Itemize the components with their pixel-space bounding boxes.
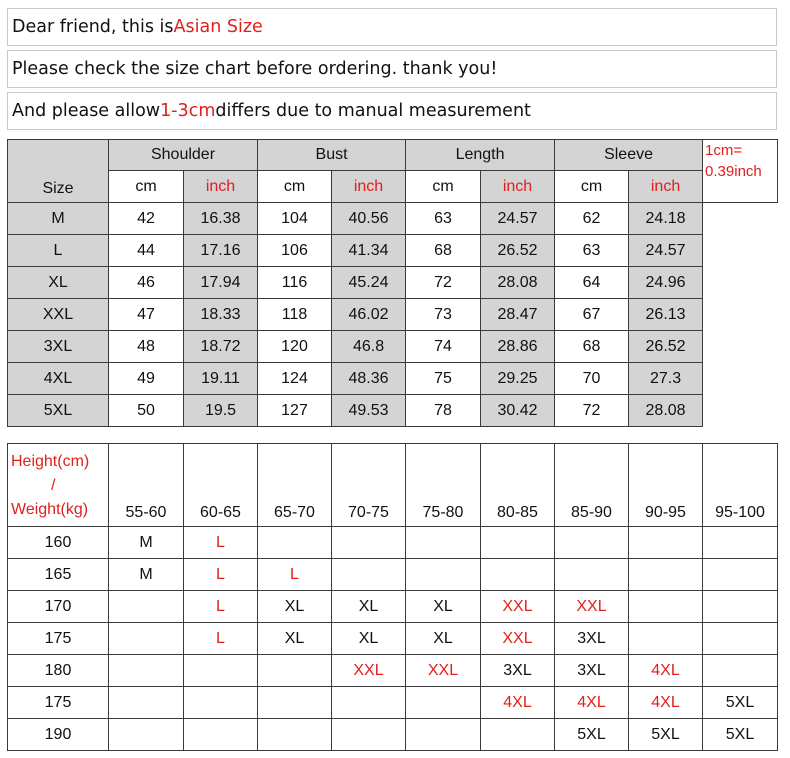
recommended-size-cell <box>703 559 778 591</box>
weight-range-header: 70-75 <box>332 444 406 527</box>
recommended-size-cell <box>184 719 258 751</box>
recommended-size-cell: XL <box>258 591 332 623</box>
cm-value-cell: 106 <box>258 235 332 267</box>
inch-value-cell: 19.5 <box>184 395 258 427</box>
recommended-size-cell: 3XL <box>555 623 629 655</box>
height-cell: 175 <box>8 623 109 655</box>
cm-value-cell: 124 <box>258 363 332 395</box>
weight-range-header: 90-95 <box>629 444 703 527</box>
recommended-size-cell: L <box>258 559 332 591</box>
height-weight-table <box>7 443 778 751</box>
height-cell: 160 <box>8 527 109 559</box>
inch-value-cell: 27.3 <box>629 363 703 395</box>
inch-value-cell: 26.52 <box>481 235 555 267</box>
recommended-size-cell <box>629 559 703 591</box>
recommended-size-cell <box>258 527 332 559</box>
inch-value-cell: 24.57 <box>629 235 703 267</box>
weight-range-header: 55-60 <box>109 444 184 527</box>
recommended-size-cell: M <box>109 559 184 591</box>
size-row <box>8 235 778 267</box>
inch-value-cell: 28.47 <box>481 299 555 331</box>
inch-value-cell: 49.53 <box>332 395 406 427</box>
measurement-text: differs due to manual measurement <box>215 101 531 121</box>
height-cell: 190 <box>8 719 109 751</box>
size-header: Size <box>8 140 109 203</box>
recommended-size-cell <box>406 687 481 719</box>
cm-value-cell: 120 <box>258 331 332 363</box>
recommended-size-cell <box>406 559 481 591</box>
recommended-size-cell <box>109 591 184 623</box>
cm-value-cell: 48 <box>109 331 184 363</box>
check-chart-text: Please check the size chart before ordering. thank you! <box>12 59 498 79</box>
conversion-note-line-1: 1cm= <box>705 142 743 159</box>
inch-value-cell: 17.94 <box>184 267 258 299</box>
size-cell: XXL <box>8 299 109 331</box>
cm-value-cell: 73 <box>406 299 481 331</box>
unit-cm: cm <box>555 171 629 203</box>
recommended-size-cell <box>629 591 703 623</box>
height-row <box>8 591 778 623</box>
inch-value-cell: 18.33 <box>184 299 258 331</box>
cm-value-cell: 72 <box>406 267 481 299</box>
unit-cm: cm <box>258 171 332 203</box>
inch-value-cell: 26.13 <box>629 299 703 331</box>
recommended-size-cell <box>184 655 258 687</box>
length-header: Length <box>406 140 555 171</box>
recommended-size-cell: XL <box>406 591 481 623</box>
asian-size-highlight: Asian Size <box>173 17 263 37</box>
height-cell: 175 <box>8 687 109 719</box>
size-cell: 4XL <box>8 363 109 395</box>
inch-value-cell: 46.02 <box>332 299 406 331</box>
inch-value-cell: 16.38 <box>184 203 258 235</box>
recommended-size-cell: 4XL <box>629 687 703 719</box>
recommended-size-cell: 4XL <box>629 655 703 687</box>
size-cell: L <box>8 235 109 267</box>
recommended-size-cell <box>332 687 406 719</box>
size-cell: 3XL <box>8 331 109 363</box>
unit-inch: inch <box>332 171 406 203</box>
sleeve-header: Sleeve <box>555 140 703 171</box>
inch-value-cell: 46.8 <box>332 331 406 363</box>
inch-value-cell: 28.08 <box>629 395 703 427</box>
allow-text: And please allow <box>12 101 161 121</box>
height-row <box>8 719 778 751</box>
recommended-size-cell: 5XL <box>703 719 778 751</box>
recommended-size-cell <box>332 527 406 559</box>
cm-value-cell: 44 <box>109 235 184 267</box>
inch-value-cell: 18.72 <box>184 331 258 363</box>
size-row <box>8 331 778 363</box>
conversion-note <box>703 140 778 203</box>
recommended-size-cell: XXL <box>481 623 555 655</box>
cm-value-cell: 49 <box>109 363 184 395</box>
cm-value-cell: 74 <box>406 331 481 363</box>
recommended-size-cell: L <box>184 527 258 559</box>
intro-line-3 <box>7 92 777 130</box>
weight-label: Weight(kg) <box>11 501 89 518</box>
cm-value-cell: 46 <box>109 267 184 299</box>
size-cell: XL <box>8 267 109 299</box>
cm-value-cell: 118 <box>258 299 332 331</box>
recommended-size-cell: XL <box>332 591 406 623</box>
inch-value-cell: 17.16 <box>184 235 258 267</box>
size-cell: M <box>8 203 109 235</box>
tolerance-highlight: 1-3cm <box>160 101 216 121</box>
inch-value-cell: 30.42 <box>481 395 555 427</box>
recommended-size-cell <box>258 655 332 687</box>
cm-value-cell: 104 <box>258 203 332 235</box>
recommended-size-cell: XXL <box>481 591 555 623</box>
unit-inch: inch <box>481 171 555 203</box>
recommended-size-cell: XL <box>332 623 406 655</box>
size-row <box>8 203 778 235</box>
recommended-size-cell <box>406 527 481 559</box>
recommended-size-cell: 3XL <box>481 655 555 687</box>
unit-inch: inch <box>184 171 258 203</box>
recommended-size-cell: L <box>184 623 258 655</box>
unit-inch: inch <box>629 171 703 203</box>
cm-value-cell: 62 <box>555 203 629 235</box>
recommended-size-cell <box>258 687 332 719</box>
height-row <box>8 527 778 559</box>
recommended-size-cell <box>109 623 184 655</box>
inch-value-cell: 48.36 <box>332 363 406 395</box>
height-row <box>8 687 778 719</box>
height-row <box>8 655 778 687</box>
height-row <box>8 559 778 591</box>
cm-value-cell: 42 <box>109 203 184 235</box>
recommended-size-cell <box>629 623 703 655</box>
inch-value-cell: 45.24 <box>332 267 406 299</box>
weight-range-header: 95-100 <box>703 444 778 527</box>
unit-cm: cm <box>406 171 481 203</box>
height-cell: 180 <box>8 655 109 687</box>
recommended-size-cell <box>258 719 332 751</box>
intro-line-1 <box>7 8 777 46</box>
size-row <box>8 363 778 395</box>
size-chart-table <box>7 139 778 427</box>
height-cell: 170 <box>8 591 109 623</box>
recommended-size-cell <box>555 559 629 591</box>
recommended-size-cell: XXL <box>332 655 406 687</box>
intro-text: Dear friend, this is <box>12 17 174 37</box>
recommended-size-cell: 5XL <box>555 719 629 751</box>
inch-value-cell: 28.86 <box>481 331 555 363</box>
recommended-size-cell <box>332 719 406 751</box>
intro-line-2 <box>7 50 777 88</box>
cm-value-cell: 47 <box>109 299 184 331</box>
recommended-size-cell: XL <box>406 623 481 655</box>
weight-range-header: 75-80 <box>406 444 481 527</box>
cm-value-cell: 75 <box>406 363 481 395</box>
cm-value-cell: 63 <box>406 203 481 235</box>
recommended-size-cell: 5XL <box>703 687 778 719</box>
recommended-size-cell <box>481 527 555 559</box>
recommended-size-cell <box>109 687 184 719</box>
cm-value-cell: 72 <box>555 395 629 427</box>
cm-value-cell: 63 <box>555 235 629 267</box>
cm-value-cell: 50 <box>109 395 184 427</box>
recommended-size-cell: XXL <box>406 655 481 687</box>
size-cell: 5XL <box>8 395 109 427</box>
recommended-size-cell <box>109 655 184 687</box>
recommended-size-cell: 4XL <box>555 687 629 719</box>
inch-value-cell: 29.25 <box>481 363 555 395</box>
unit-cm: cm <box>109 171 184 203</box>
cm-value-cell: 64 <box>555 267 629 299</box>
cm-value-cell: 116 <box>258 267 332 299</box>
size-row <box>8 267 778 299</box>
recommended-size-cell: 4XL <box>481 687 555 719</box>
recommended-size-cell <box>629 527 703 559</box>
recommended-size-cell <box>481 559 555 591</box>
recommended-size-cell <box>406 719 481 751</box>
recommended-size-cell <box>703 655 778 687</box>
size-row <box>8 395 778 427</box>
recommended-size-cell <box>703 591 778 623</box>
recommended-size-cell <box>703 527 778 559</box>
recommended-size-cell: XXL <box>555 591 629 623</box>
cm-value-cell: 78 <box>406 395 481 427</box>
weight-range-header: 65-70 <box>258 444 332 527</box>
inch-value-cell: 26.52 <box>629 331 703 363</box>
height-weight-label <box>8 444 109 527</box>
height-row <box>8 623 778 655</box>
recommended-size-cell: 5XL <box>629 719 703 751</box>
height-label: Height(cm) <box>11 453 90 470</box>
weight-range-header: 60-65 <box>184 444 258 527</box>
inch-value-cell: 24.96 <box>629 267 703 299</box>
weight-range-header: 85-90 <box>555 444 629 527</box>
inch-value-cell: 24.57 <box>481 203 555 235</box>
recommended-size-cell <box>184 687 258 719</box>
recommended-size-cell: 3XL <box>555 655 629 687</box>
inch-value-cell: 28.08 <box>481 267 555 299</box>
cm-value-cell: 127 <box>258 395 332 427</box>
recommended-size-cell <box>332 559 406 591</box>
conversion-note-line-2: 0.39inch <box>705 163 762 180</box>
slash-label: / <box>51 477 56 494</box>
recommended-size-cell <box>703 623 778 655</box>
recommended-size-cell <box>555 527 629 559</box>
cm-value-cell: 68 <box>406 235 481 267</box>
recommended-size-cell: L <box>184 559 258 591</box>
recommended-size-cell: M <box>109 527 184 559</box>
recommended-size-cell <box>109 719 184 751</box>
cm-value-cell: 67 <box>555 299 629 331</box>
bust-header: Bust <box>258 140 406 171</box>
inch-value-cell: 19.11 <box>184 363 258 395</box>
weight-range-header: 80-85 <box>481 444 555 527</box>
recommended-size-cell: L <box>184 591 258 623</box>
cm-value-cell: 68 <box>555 331 629 363</box>
height-cell: 165 <box>8 559 109 591</box>
cm-value-cell: 70 <box>555 363 629 395</box>
recommended-size-cell: XL <box>258 623 332 655</box>
inch-value-cell: 41.34 <box>332 235 406 267</box>
inch-value-cell: 24.18 <box>629 203 703 235</box>
size-row <box>8 299 778 331</box>
shoulder-header: Shoulder <box>109 140 258 171</box>
inch-value-cell: 40.56 <box>332 203 406 235</box>
recommended-size-cell <box>481 719 555 751</box>
